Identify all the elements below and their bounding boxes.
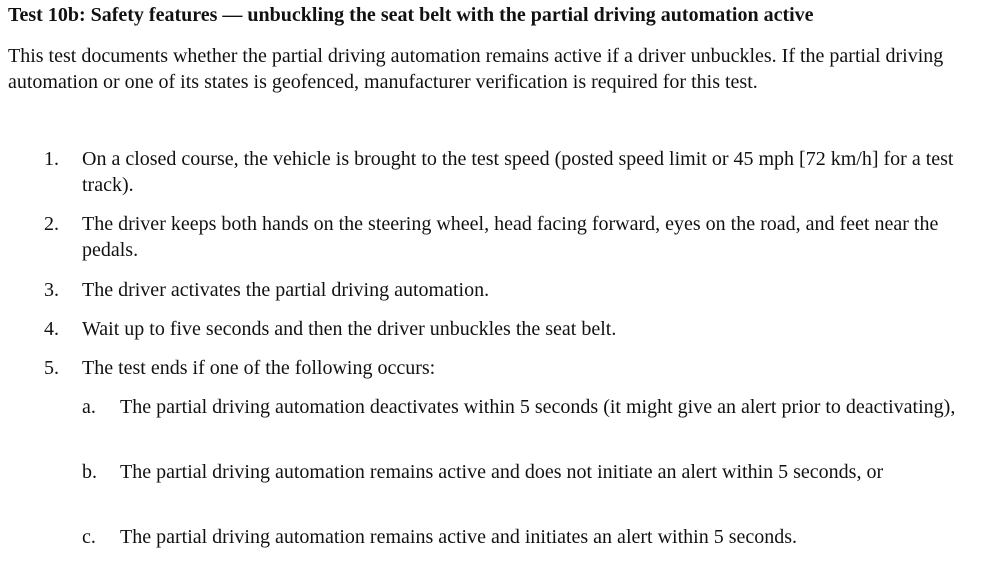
- list-number: 3.: [44, 279, 59, 301]
- sublist-letter: b.: [82, 461, 97, 483]
- intro-paragraph: This test documents whether the partial driving automation remains active if a driver unbuckles. If the partial driving automation or one of its states is geofenced, manufacturer verification is required for this test.: [8, 45, 944, 93]
- list-text: The driver keeps both hands on the steering wheel, head facing forward, eyes on the road, and feet near the pedals.: [82, 213, 939, 261]
- list-text: On a closed course, the vehicle is brought to the test speed (posted speed limit or 45 mph [72 km/h] for a test track).: [82, 148, 954, 196]
- list-number: 4.: [44, 318, 59, 340]
- list-text: The driver activates the partial driving automation.: [82, 279, 490, 301]
- list-number: 2.: [44, 213, 59, 235]
- list-number: 5.: [44, 357, 59, 379]
- list-text: The test ends if one of the following occurs:: [82, 357, 436, 379]
- sublist-text: The partial driving automation remains active and does not initiate an alert within 5 seconds, or: [120, 461, 884, 483]
- section-title: Test 10b: Safety features — unbuckling the seat belt with the partial driving automation active: [8, 4, 814, 26]
- sublist-letter: c.: [82, 526, 96, 548]
- sublist-letter: a.: [82, 396, 96, 418]
- list-number: 1.: [44, 148, 59, 170]
- sublist-text: The partial driving automation remains active and initiates an alert within 5 seconds.: [120, 526, 798, 548]
- list-text: Wait up to five seconds and then the driver unbuckles the seat belt.: [82, 318, 617, 340]
- sublist-text: The partial driving automation deactivates within 5 seconds (it might give an alert prior to deactivating),: [120, 396, 956, 418]
